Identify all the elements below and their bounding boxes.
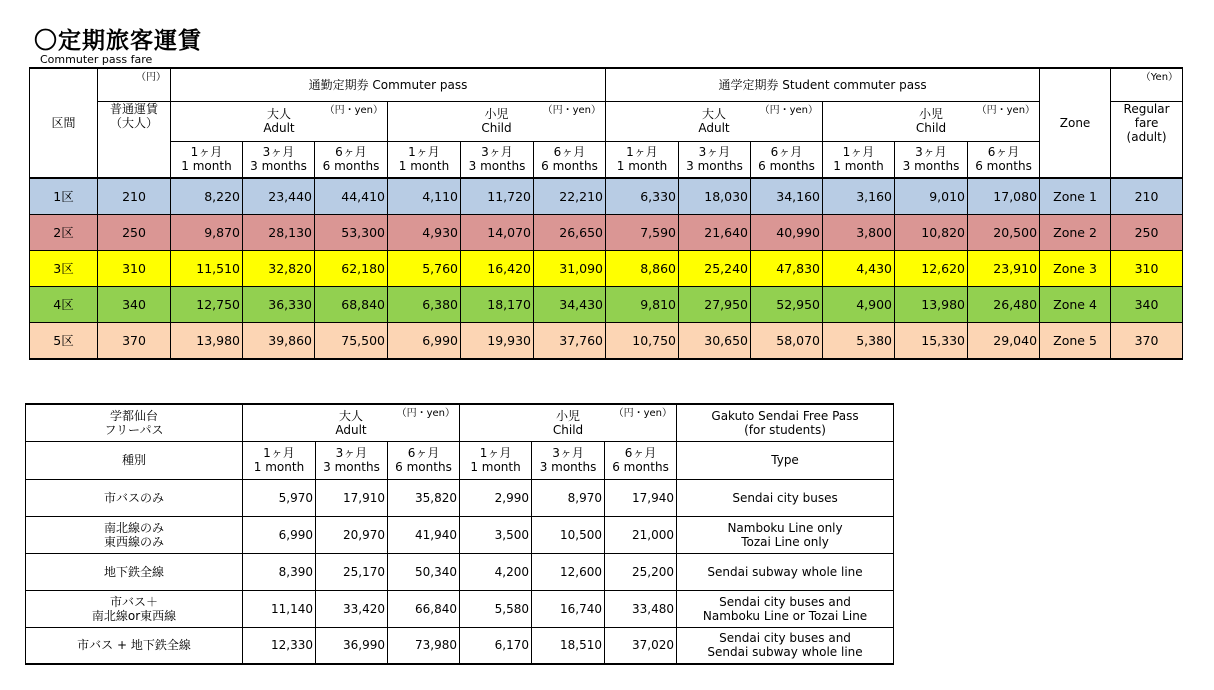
zone-row — [30, 215, 1183, 251]
type-en-line: Sendai subway whole line — [707, 564, 863, 579]
fare-cell: 36,990 — [316, 627, 388, 664]
free-pass-row — [26, 627, 894, 664]
free-pass-name-jp — [26, 404, 243, 441]
fare-cell: 40,990 — [751, 215, 823, 251]
type-en-cell — [677, 479, 894, 516]
type-jp-cell — [26, 590, 243, 627]
free-pass-name-en-line2: (for students) — [744, 422, 826, 437]
fare-cell: 10,500 — [532, 516, 605, 553]
child-jp-label: 小児 — [919, 107, 944, 121]
fare-cell: 4,930 — [388, 215, 461, 251]
type-jp-cell — [26, 553, 243, 590]
fare-cell: 31,090 — [534, 251, 606, 287]
fare-cell: 17,080 — [968, 178, 1040, 215]
fare-cell: 8,860 — [606, 251, 679, 287]
period-jp: 1ヶ月 — [408, 145, 440, 160]
period-header — [895, 141, 968, 178]
fare-cell: 8,970 — [532, 479, 605, 516]
fare-cell: 18,030 — [679, 178, 751, 215]
adult-jp-label: 大人 — [339, 408, 364, 423]
fare-cell: 17,940 — [605, 479, 677, 516]
fare-cell: 23,910 — [968, 251, 1040, 287]
type-jp-line: 市バスのみ — [103, 490, 164, 505]
fare-cell: 25,170 — [316, 553, 388, 590]
fare-cell: 50,340 — [388, 553, 460, 590]
student-adult-header — [606, 101, 823, 141]
fare-cell: 17,910 — [316, 479, 388, 516]
fare-cell: 6,990 — [243, 516, 316, 553]
type-en-cell — [677, 553, 894, 590]
period-header — [751, 141, 823, 178]
free-pass-adult-header — [243, 404, 460, 441]
fare-cell: 22,210 — [534, 178, 606, 215]
fare-cell: 2,990 — [460, 479, 532, 516]
fare-cell: 11,140 — [243, 590, 316, 627]
period-en: 6 months — [322, 159, 380, 174]
period-jp: 1ヶ月 — [263, 446, 295, 460]
period-header — [243, 441, 316, 479]
commuter-pass-header: 通勤定期券 Commuter pass — [171, 68, 606, 101]
regular-en-line2: fare — [1134, 115, 1159, 130]
free-pass-row — [26, 516, 894, 553]
zone-jp-cell: 3区 — [30, 251, 98, 287]
type-en-header: Type — [677, 441, 894, 479]
regular-fare-jp-line2: （大人） — [109, 115, 158, 130]
zone-en-cell: Zone 4 — [1040, 287, 1111, 323]
fare-cell: 37,020 — [605, 627, 677, 664]
fare-cell: 5,580 — [460, 590, 532, 627]
regular-en-line1: Regular — [1123, 101, 1170, 116]
free-pass-name-en-line1: Gakuto Sendai Free Pass — [711, 408, 859, 423]
fare-cell: 47,830 — [751, 251, 823, 287]
period-en: 6 months — [758, 159, 815, 174]
fare-cell: 30,650 — [679, 323, 751, 360]
period-header — [388, 141, 461, 178]
regular-fare-cell: 310 — [98, 251, 171, 287]
type-en-line: Tozai Line only — [741, 534, 829, 549]
period-en: 1 month — [181, 159, 232, 174]
fare-cell: 23,440 — [243, 178, 315, 215]
period-header — [679, 141, 751, 178]
type-en-line: Namboku Line or Tozai Line — [702, 608, 868, 623]
fare-cell: 19,930 — [461, 323, 534, 360]
period-jp: 6ヶ月 — [987, 145, 1020, 160]
period-en: 6 months — [975, 159, 1032, 174]
fare-cell: 29,040 — [968, 323, 1040, 360]
period-header — [606, 141, 679, 178]
fare-cell: 26,480 — [968, 287, 1040, 323]
fare-cell: 35,820 — [388, 479, 460, 516]
regular-fare-en-cell: 310 — [1111, 251, 1183, 287]
fare-cell: 68,840 — [315, 287, 388, 323]
type-jp-line: 東西線のみ — [103, 534, 164, 549]
period-header — [171, 141, 243, 178]
period-jp: 3ヶ月 — [552, 446, 584, 460]
period-en: 3 months — [468, 159, 526, 174]
fare-cell: 20,970 — [316, 516, 388, 553]
unit-label: （円・yen） — [324, 104, 383, 116]
type-jp-line: 市バス＋ — [109, 594, 158, 609]
fare-cell: 9,810 — [606, 287, 679, 323]
fare-cell: 3,800 — [823, 215, 895, 251]
period-header — [823, 141, 895, 178]
fare-cell: 26,650 — [534, 215, 606, 251]
regular-fare-header — [98, 101, 171, 178]
fare-cell: 44,410 — [315, 178, 388, 215]
child-jp-label: 小児 — [484, 107, 509, 121]
fare-cell: 33,480 — [605, 590, 677, 627]
period-jp: 6ヶ月 — [770, 145, 803, 160]
fare-cell: 13,980 — [895, 287, 968, 323]
type-jp-header: 種別 — [26, 441, 243, 479]
regular-fare-en-header — [1111, 101, 1183, 178]
zone-jp-cell: 5区 — [30, 323, 98, 360]
fare-cell: 62,180 — [315, 251, 388, 287]
period-en: 1 month — [833, 159, 884, 174]
fare-cell: 3,500 — [460, 516, 532, 553]
type-jp-line: 南北線or東西線 — [91, 608, 177, 623]
yen-unit-header — [98, 68, 171, 101]
type-en-line: Sendai city buses — [732, 490, 838, 505]
fare-cell: 4,110 — [388, 178, 461, 215]
unit-label: （円・yen） — [396, 408, 456, 419]
adult-jp-label: 大人 — [701, 107, 726, 121]
fare-cell: 6,170 — [460, 627, 532, 664]
fare-cell: 21,000 — [605, 516, 677, 553]
fare-cell: 9,010 — [895, 178, 968, 215]
free-pass-child-header — [460, 404, 677, 441]
fare-cell: 5,380 — [823, 323, 895, 360]
period-header — [532, 441, 605, 479]
student-pass-header: 通学定期券 Student commuter pass — [606, 68, 1040, 101]
fare-cell: 52,950 — [751, 287, 823, 323]
period-jp: 1ヶ月 — [842, 145, 875, 160]
fare-cell: 53,300 — [315, 215, 388, 251]
fare-cell: 6,990 — [388, 323, 461, 360]
period-jp: 1ヶ月 — [479, 446, 512, 460]
period-header — [461, 141, 534, 178]
unit-label: （円・yen） — [759, 104, 818, 116]
zone-jp-cell: 4区 — [30, 287, 98, 323]
type-en-cell — [677, 516, 894, 553]
type-jp-cell — [26, 516, 243, 553]
fare-cell: 7,590 — [606, 215, 679, 251]
fare-cell: 34,430 — [534, 287, 606, 323]
period-en: 3 months — [902, 159, 960, 174]
period-jp: 1ヶ月 — [626, 145, 658, 160]
type-jp-line: 市バス + 地下鉄全線 — [77, 638, 191, 653]
fare-cell: 66,840 — [388, 590, 460, 627]
yen-en-label: （Yen） — [1140, 72, 1179, 83]
fare-cell: 5,760 — [388, 251, 461, 287]
zone-en-header: Zone — [1040, 68, 1111, 178]
regular-fare-en-cell: 210 — [1111, 178, 1183, 215]
regular-fare-en-cell: 250 — [1111, 215, 1183, 251]
fare-cell: 33,420 — [316, 590, 388, 627]
zone-en-cell: Zone 1 — [1040, 178, 1111, 215]
period-header — [534, 141, 606, 178]
period-jp: 3ヶ月 — [698, 145, 731, 160]
regular-fare-cell: 370 — [98, 323, 171, 360]
zone-fare-table — [29, 67, 1183, 360]
period-jp: 3ヶ月 — [335, 446, 368, 460]
type-en-line: Sendai subway whole line — [707, 645, 863, 660]
period-en: 1 month — [398, 159, 450, 174]
fare-cell: 8,390 — [243, 553, 316, 590]
fare-cell: 12,620 — [895, 251, 968, 287]
free-pass-name-en — [677, 404, 894, 441]
fare-cell: 9,870 — [171, 215, 243, 251]
page-subtitle: Commuter pass fare — [40, 53, 153, 66]
zone-row — [30, 251, 1183, 287]
free-pass-row — [26, 553, 894, 590]
fare-cell: 39,860 — [243, 323, 315, 360]
type-en-cell — [677, 627, 894, 664]
fare-cell: 21,640 — [679, 215, 751, 251]
type-en-line: Namboku Line only — [727, 520, 843, 535]
zone-en-cell: Zone 2 — [1040, 215, 1111, 251]
zone-row — [30, 178, 1183, 215]
regular-fare-cell: 250 — [98, 215, 171, 251]
fare-cell: 25,200 — [605, 553, 677, 590]
child-en-label: Child — [481, 121, 512, 135]
type-jp-cell — [26, 479, 243, 516]
section-header: 区間 — [30, 68, 98, 178]
fare-cell: 11,720 — [461, 178, 534, 215]
regular-fare-en-cell: 370 — [1111, 323, 1183, 360]
fare-cell: 10,750 — [606, 323, 679, 360]
period-en: 3 months — [323, 460, 380, 474]
child-en-label: Child — [915, 121, 947, 135]
period-en: 1 month — [253, 460, 305, 474]
type-jp-line: 南北線のみ — [103, 520, 164, 535]
fare-cell: 6,380 — [388, 287, 461, 323]
fare-cell: 20,500 — [968, 215, 1040, 251]
yen-unit-label: （円） — [136, 72, 166, 83]
zone-jp-cell: 2区 — [30, 215, 98, 251]
child-en-label: Child — [552, 422, 584, 437]
type-en-cell — [677, 590, 894, 627]
fare-cell: 4,430 — [823, 251, 895, 287]
fare-cell: 12,330 — [243, 627, 316, 664]
period-en: 3 months — [686, 159, 743, 174]
fare-cell: 8,220 — [171, 178, 243, 215]
adult-jp-label: 大人 — [266, 107, 291, 121]
period-en: 1 month — [470, 460, 521, 474]
zone-en-cell: Zone 3 — [1040, 251, 1111, 287]
zone-row — [30, 323, 1183, 360]
child-jp-label: 小児 — [556, 408, 581, 423]
adult-en-label: Adult — [335, 422, 367, 437]
fare-cell: 41,940 — [388, 516, 460, 553]
fare-cell: 18,510 — [532, 627, 605, 664]
fare-cell: 12,750 — [171, 287, 243, 323]
period-header — [243, 141, 315, 178]
zone-row — [30, 287, 1183, 323]
period-en: 6 months — [541, 159, 598, 174]
period-jp: 6ヶ月 — [624, 446, 657, 460]
period-jp: 3ヶ月 — [262, 145, 295, 160]
period-jp: 6ヶ月 — [335, 145, 367, 160]
period-en: 6 months — [612, 460, 669, 474]
zone-jp-cell: 1区 — [30, 178, 98, 215]
fare-cell: 58,070 — [751, 323, 823, 360]
fare-cell: 10,820 — [895, 215, 968, 251]
period-header — [388, 441, 460, 479]
period-en: 3 months — [539, 460, 597, 474]
fare-cell: 3,160 — [823, 178, 895, 215]
fare-cell: 12,600 — [532, 553, 605, 590]
period-header — [968, 141, 1040, 178]
fare-cell: 75,500 — [315, 323, 388, 360]
fare-cell: 34,160 — [751, 178, 823, 215]
type-en-line: Sendai city buses and — [719, 594, 851, 609]
unit-label: （円・yen） — [976, 104, 1036, 116]
fare-cell: 13,980 — [171, 323, 243, 360]
type-jp-line: 地下鉄全線 — [103, 564, 164, 579]
fare-cell: 6,330 — [606, 178, 679, 215]
regular-fare-cell: 210 — [98, 178, 171, 215]
regular-fare-jp-line1: 普通運賃 — [109, 101, 158, 116]
free-pass-row — [26, 590, 894, 627]
free-pass-row — [26, 479, 894, 516]
zone-en-cell: Zone 5 — [1040, 323, 1111, 360]
fare-cell: 16,420 — [461, 251, 534, 287]
fare-cell: 36,330 — [243, 287, 315, 323]
fare-cell: 18,170 — [461, 287, 534, 323]
fare-cell: 11,510 — [171, 251, 243, 287]
adult-en-label: Adult — [698, 121, 730, 135]
fare-cell: 27,950 — [679, 287, 751, 323]
unit-label: （円・yen） — [542, 104, 601, 116]
regular-fare-cell: 340 — [98, 287, 171, 323]
regular-en-line3: (adult) — [1126, 129, 1167, 144]
period-jp: 3ヶ月 — [915, 145, 947, 160]
fare-cell: 4,200 — [460, 553, 532, 590]
free-pass-name-jp-line1: 学都仙台 — [109, 408, 158, 423]
period-header — [316, 441, 388, 479]
period-en: 6 months — [395, 460, 452, 474]
free-pass-table — [25, 403, 894, 665]
fare-cell: 5,970 — [243, 479, 316, 516]
period-jp: 6ヶ月 — [407, 446, 440, 460]
student-child-header — [823, 101, 1040, 141]
period-jp: 6ヶ月 — [553, 145, 586, 160]
period-jp: 1ヶ月 — [190, 145, 223, 160]
fare-cell: 15,330 — [895, 323, 968, 360]
period-header — [605, 441, 677, 479]
type-en-line: Sendai city buses and — [719, 631, 851, 646]
period-header — [315, 141, 388, 178]
period-jp: 3ヶ月 — [481, 145, 513, 160]
fare-cell: 16,740 — [532, 590, 605, 627]
commuter-adult-header — [171, 101, 388, 141]
unit-label: （円・yen） — [613, 408, 673, 419]
type-jp-cell — [26, 627, 243, 664]
period-en: 1 month — [616, 159, 668, 174]
fare-cell: 25,240 — [679, 251, 751, 287]
page-title: 〇定期旅客運賃 — [34, 28, 202, 54]
adult-en-label: Adult — [263, 121, 295, 135]
fare-cell: 73,980 — [388, 627, 460, 664]
fare-cell: 28,130 — [243, 215, 315, 251]
free-pass-name-jp-line2: フリーパス — [104, 422, 164, 437]
fare-cell: 37,760 — [534, 323, 606, 360]
regular-fare-en-cell: 340 — [1111, 287, 1183, 323]
fare-cell: 32,820 — [243, 251, 315, 287]
fare-cell: 4,900 — [823, 287, 895, 323]
period-header — [460, 441, 532, 479]
period-en: 3 months — [250, 159, 307, 174]
yen-en-header — [1111, 68, 1183, 101]
commuter-child-header — [388, 101, 606, 141]
fare-cell: 14,070 — [461, 215, 534, 251]
